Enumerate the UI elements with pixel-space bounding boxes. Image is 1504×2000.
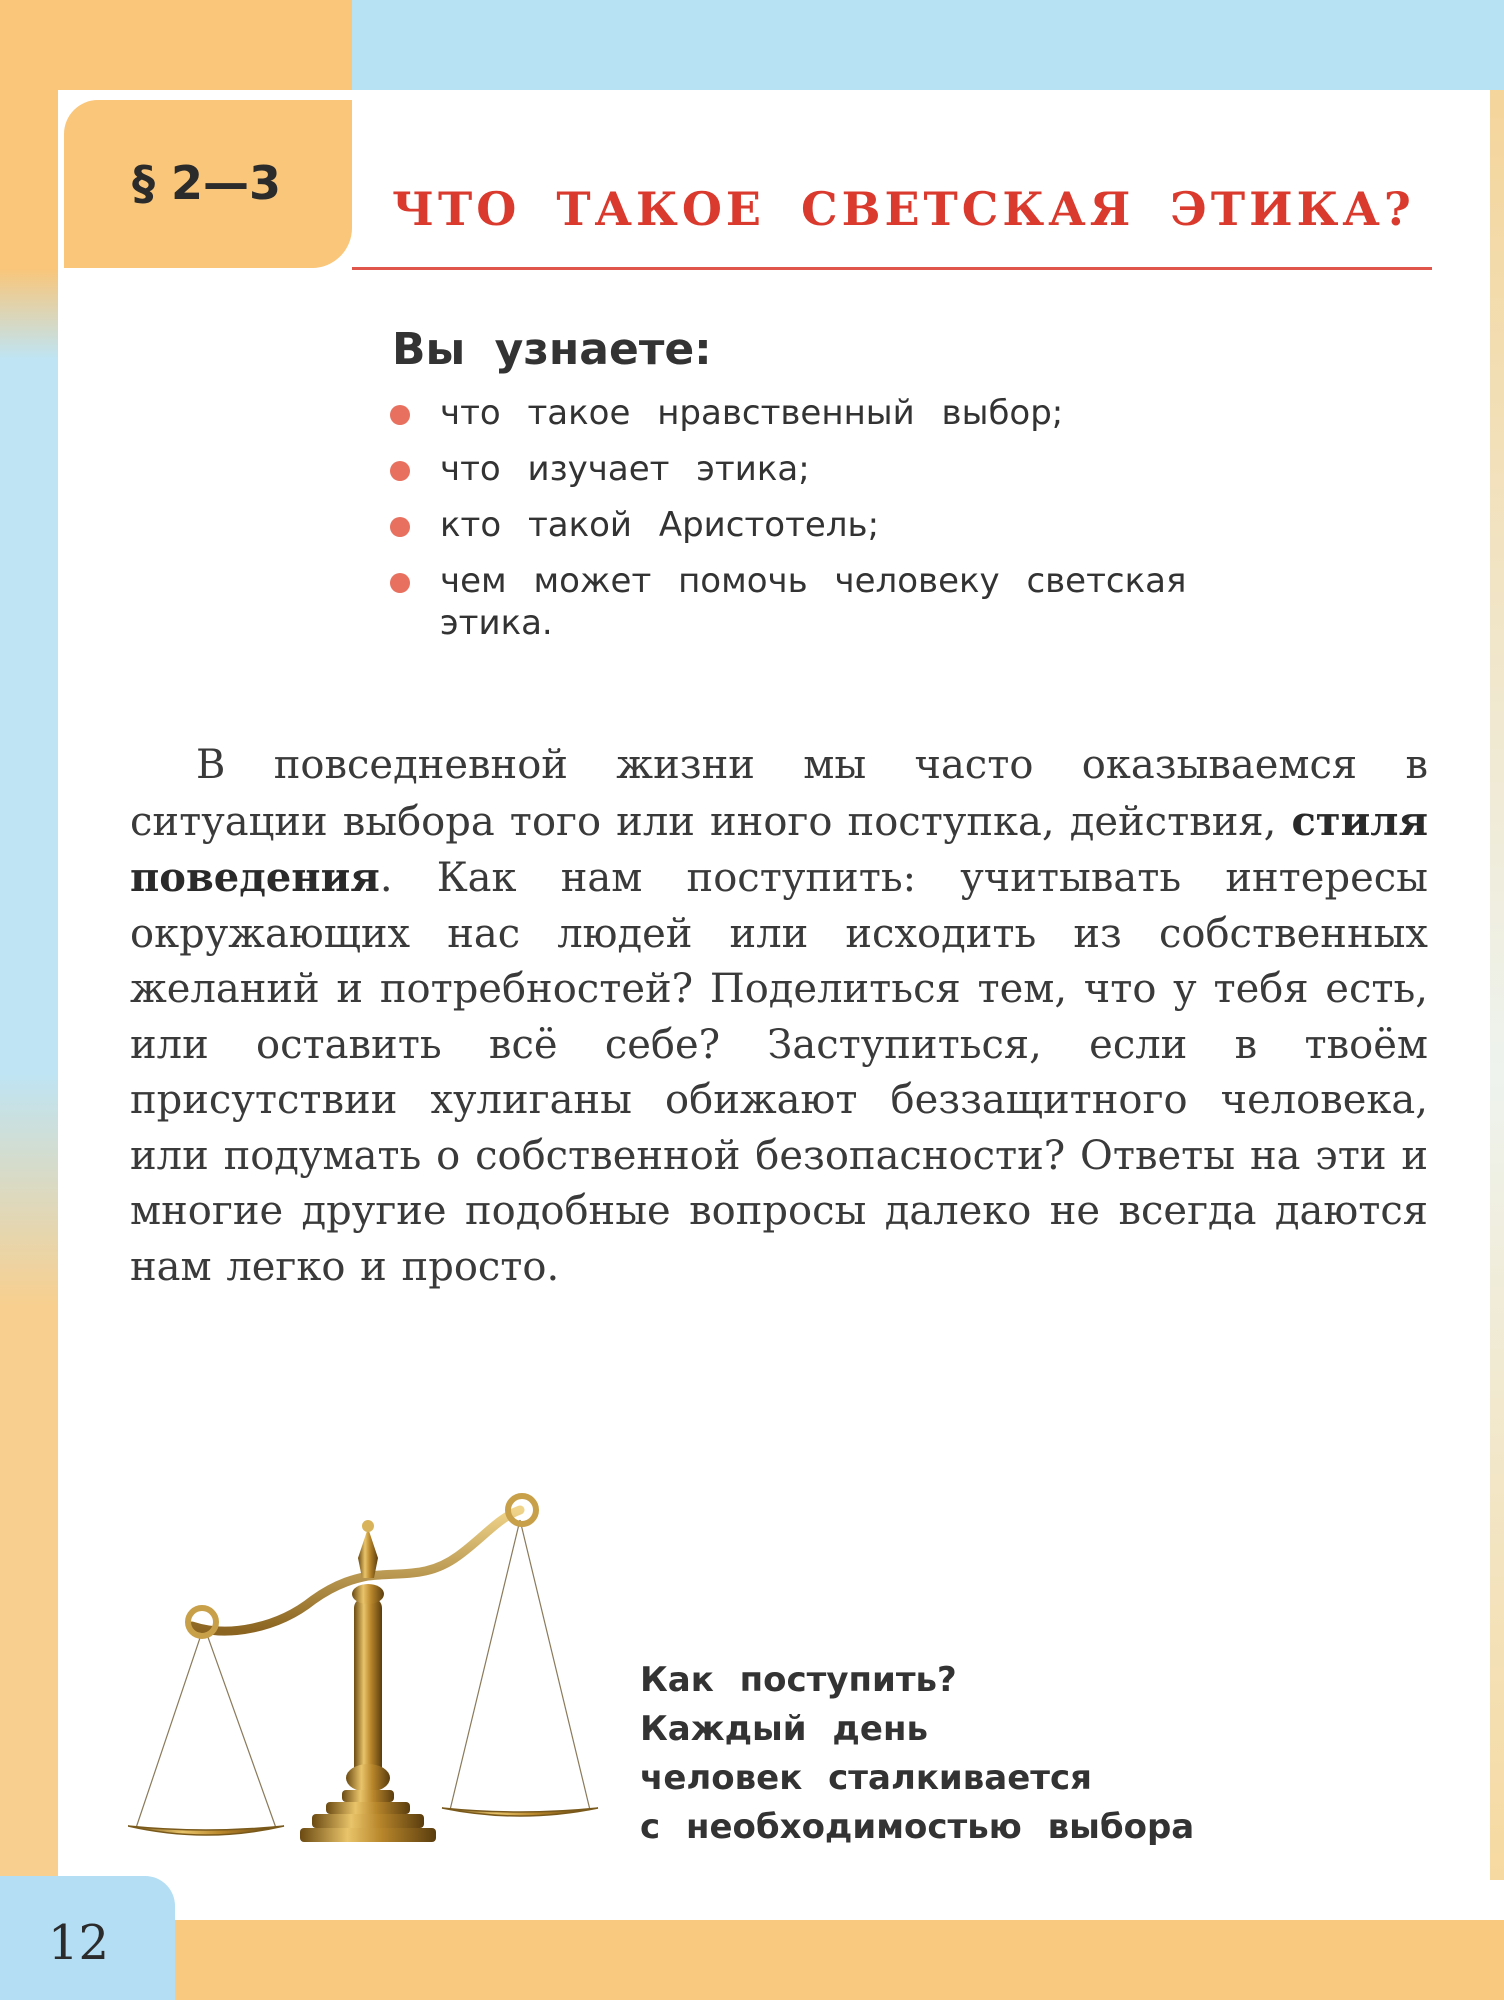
- page-title: ЧТО ТАКОЕ СВЕТСКАЯ ЭТИКА?: [392, 182, 1415, 236]
- frame-left-strip: [0, 90, 58, 1880]
- bullet-icon: [390, 461, 410, 481]
- list-item-text: чем может помочь человеку светская этика.: [440, 561, 1187, 643]
- left-pan: [128, 1826, 284, 1835]
- list-item: [390, 560, 1310, 644]
- body-text-part-1: В повседневной жизни мы часто оказываемся в ситуации выбора того или иного поступка, действия,: [130, 742, 1428, 845]
- body-paragraph: [130, 738, 1428, 1295]
- scales-pillar: [354, 1598, 382, 1782]
- body-text-part-2: . Как нам поступить: учитывать интересы окружающих нас людей или исходить из собственных желаний и потребностей? Поделиться тем, что у тебя есть, или оставить всё себе? Заступиться, если в твоём присутствии хулиганы обижают беззащитного человека, или подумать о собственной безопасности? Ответы на эти и многие другие подобные вопросы далеко не всегда даются нам легко и просто.: [130, 855, 1428, 1290]
- illustration-caption: [640, 1656, 1340, 1852]
- frame-right-strip: [1490, 90, 1504, 1880]
- bullet-icon: [390, 405, 410, 425]
- left-pan-strings: [136, 1626, 276, 1828]
- pillar-knot: [346, 1764, 390, 1792]
- base-tier-2: [326, 1802, 410, 1814]
- bullet-icon: [390, 517, 410, 537]
- frame-top-orange: [0, 0, 352, 90]
- finial-tip: [362, 1520, 374, 1532]
- balance-scales-icon: [128, 1478, 608, 1850]
- list-item-text: что изучает этика;: [440, 449, 810, 489]
- frame-bottom-strip: [175, 1920, 1504, 2000]
- caption-line: Как поступить?: [640, 1660, 957, 1700]
- section-number: § 2—3: [132, 156, 282, 210]
- frame-top-blue: [352, 0, 1504, 90]
- base-tier-1: [342, 1790, 394, 1802]
- list-item-text: кто такой Аристотель;: [440, 505, 880, 545]
- learn-list: [390, 392, 1310, 658]
- right-pan: [442, 1808, 598, 1816]
- right-pan-strings: [450, 1520, 590, 1810]
- list-item-text: что такое нравственный выбор;: [440, 393, 1064, 433]
- base-tier-4: [300, 1828, 436, 1842]
- caption-line: человек сталкивается: [640, 1758, 1092, 1798]
- body-bold-term: стиля поведения: [130, 797, 1428, 901]
- caption-line: Каждый день: [640, 1709, 928, 1749]
- title-underline: [352, 267, 1432, 270]
- page-number: 12: [48, 1915, 110, 1971]
- pillar-finial: [358, 1528, 378, 1578]
- list-item: [390, 392, 1310, 434]
- pillar-collar: [352, 1584, 384, 1604]
- learn-heading: Вы узнаете:: [392, 324, 712, 375]
- bullet-icon: [390, 573, 410, 593]
- base-tier-3: [312, 1814, 424, 1828]
- list-item: [390, 504, 1310, 546]
- caption-line: с необходимостью выбора: [640, 1807, 1195, 1847]
- list-item: [390, 448, 1310, 490]
